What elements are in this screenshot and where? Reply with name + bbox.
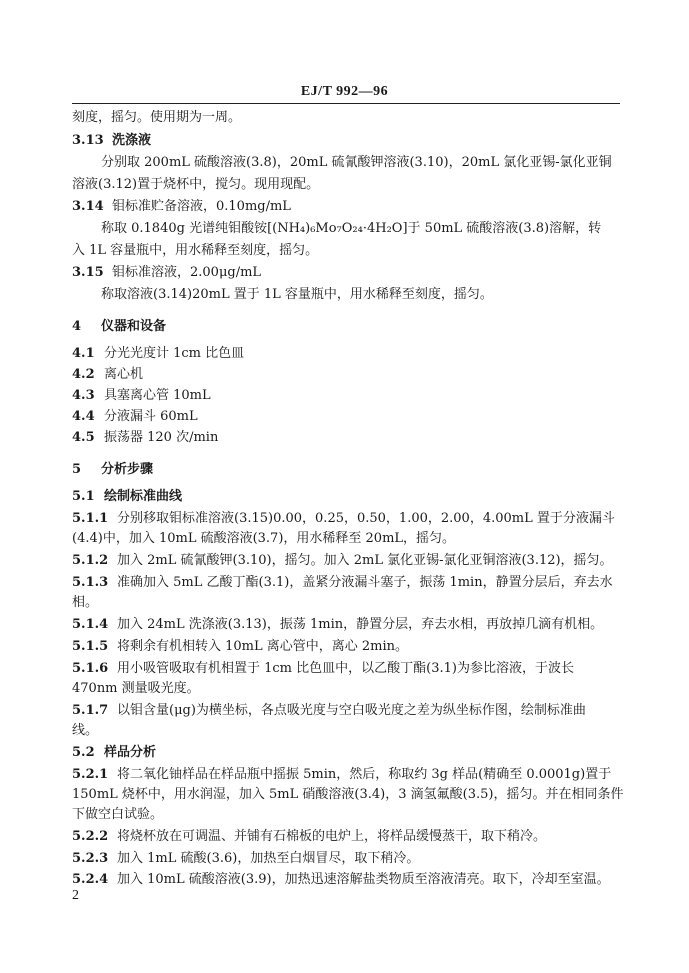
item-number: 5.2.4 bbox=[72, 872, 109, 887]
item-text: 加入 10mL 硫酸溶液(3.9)，加热迅速溶解盐类物质至溶液清亮。取下，冷却至室温。 bbox=[117, 872, 610, 887]
text-line: 刻度，摇匀。使用期为一周。 bbox=[72, 110, 242, 125]
item-number: 5.1.4 bbox=[72, 617, 109, 632]
text-line: 相。 bbox=[72, 595, 99, 610]
item-number: 5.2.3 bbox=[72, 851, 109, 866]
item-text: 将烧杯放在可调温、并铺有石棉板的电炉上，将样品缓慢蒸干，取下稍冷。 bbox=[117, 829, 547, 844]
chapter-title-4: 仪器和设备 bbox=[101, 319, 167, 334]
text-line: 线。 bbox=[72, 723, 99, 738]
item-text: 将剩余有机相转入 10mL 离心管中，离心 2min。 bbox=[117, 639, 409, 654]
item-number: 4.5 bbox=[72, 430, 95, 445]
item-number: 5.2.1 bbox=[72, 767, 109, 782]
item-number: 4.2 bbox=[72, 367, 95, 382]
item-text: 分液漏斗 60mL bbox=[104, 409, 198, 424]
item-text: 离心机 bbox=[104, 367, 144, 382]
section-number-5-1: 5.1 bbox=[72, 489, 95, 504]
header-rule bbox=[72, 103, 620, 104]
text-line: 分别取 200mL 硫酸溶液(3.8)，20mL 硫氰酸钾溶液(3.10)，20mL 氯化亚锡-氯化亚铜 bbox=[101, 155, 612, 170]
item-number: 5.1.2 bbox=[72, 553, 109, 568]
chapter-number-4: 4 bbox=[72, 319, 82, 334]
item-text: 加入 24mL 洗涤液(3.13)，振荡 1min，静置分层，弃去水相，再放掉几滴有机相。 bbox=[117, 617, 604, 632]
item-text: 振荡器 120 次/min bbox=[104, 430, 219, 445]
item-text: 分光光度计 1cm 比色皿 bbox=[104, 346, 245, 361]
section-title-3-13: 洗涤液 bbox=[112, 133, 152, 148]
item-number: 5.2.2 bbox=[72, 829, 109, 844]
item-text: 加入 1mL 硫酸(3.6)，加热至白烟冒尽，取下稍冷。 bbox=[117, 851, 420, 866]
item-text: 准确加入 5mL 乙酸丁酯(3.1)，盖紧分液漏斗塞子，振荡 1min，静置分层后，弃去水 bbox=[117, 575, 613, 590]
text-line: 溶液(3.12)置于烧杯中，搅匀。现用现配。 bbox=[72, 177, 320, 192]
item-text: 分别移取钼标准溶液(3.15)0.00，0.25，0.50，1.00，2.00，4.00mL 置于分液漏斗 bbox=[117, 511, 615, 526]
text-line: 150mL 烧杯中，用水润湿，加入 5mL 硝酸溶液(3.4)，3 滴氢氟酸(3.5)，摇匀。并在相同条件 bbox=[72, 787, 624, 802]
text-line: 称取 0.1840g 光谱纯钼酸铵[(NH₄)₆Mo₇O₂₄·4H₂O]于 50mL 硫酸溶液(3.8)溶解，转 bbox=[101, 221, 602, 236]
section-title-3-15: 钼标准溶液，2.00μg/mL bbox=[112, 265, 262, 280]
item-text: 以钼含量(μg)为横坐标，各点吸光度与空白吸光度之差为纵坐标作图，绘制标准曲 bbox=[117, 703, 586, 718]
item-number: 4.3 bbox=[72, 388, 95, 403]
item-number: 4.1 bbox=[72, 346, 95, 361]
section-number-3-13: 3.13 bbox=[72, 133, 104, 148]
section-title-5-1: 绘制标准曲线 bbox=[104, 489, 183, 504]
section-title-5-2: 样品分析 bbox=[104, 745, 157, 760]
section-number-5-2: 5.2 bbox=[72, 745, 95, 760]
text-line: 470nm 测量吸光度。 bbox=[72, 681, 200, 696]
item-text: 加入 2mL 硫氰酸钾(3.10)，摇匀。加入 2mL 氯化亚锡-氯化亚铜溶液(3.12)，摇匀。 bbox=[117, 553, 613, 568]
chapter-number-5: 5 bbox=[72, 462, 82, 477]
item-text: 具塞离心管 10mL bbox=[104, 388, 211, 403]
text-line: (4.4)中，加入 10mL 硫酸溶液(3.7)，用水稀释至 20mL，摇匀。 bbox=[72, 531, 456, 546]
item-number: 5.1.5 bbox=[72, 639, 109, 654]
item-text: 用小吸管吸取有机相置于 1cm 比色皿中，以乙酸丁酯(3.1)为参比溶液，于波长 bbox=[117, 661, 574, 676]
item-number: 5.1.3 bbox=[72, 575, 109, 590]
text-line: 称取溶液(3.14)20mL 置于 1L 容量瓶中，用水稀释至刻度，摇匀。 bbox=[101, 287, 493, 302]
section-number-3-15: 3.15 bbox=[72, 265, 104, 280]
chapter-title-5: 分析步骤 bbox=[101, 462, 154, 477]
item-number: 4.4 bbox=[72, 409, 95, 424]
item-text: 将二氧化铀样品在样品瓶中摇振 5min，然后，称取约 3g 样品(精确至 0.0001g)置于 bbox=[117, 767, 612, 782]
section-title-3-14: 钼标准贮备溶液，0.10mg/mL bbox=[112, 199, 291, 214]
text-line: 下做空白试验。 bbox=[72, 807, 164, 822]
text-line: 入 1L 容量瓶中，用水稀释至刻度，摇匀。 bbox=[72, 243, 319, 258]
section-number-3-14: 3.14 bbox=[72, 199, 104, 214]
page-number: 2 bbox=[72, 888, 79, 903]
item-number: 5.1.1 bbox=[72, 511, 109, 526]
item-number: 5.1.7 bbox=[72, 703, 109, 718]
document-code-header: EJ/T 992—96 bbox=[300, 84, 389, 99]
item-number: 5.1.6 bbox=[72, 661, 109, 676]
